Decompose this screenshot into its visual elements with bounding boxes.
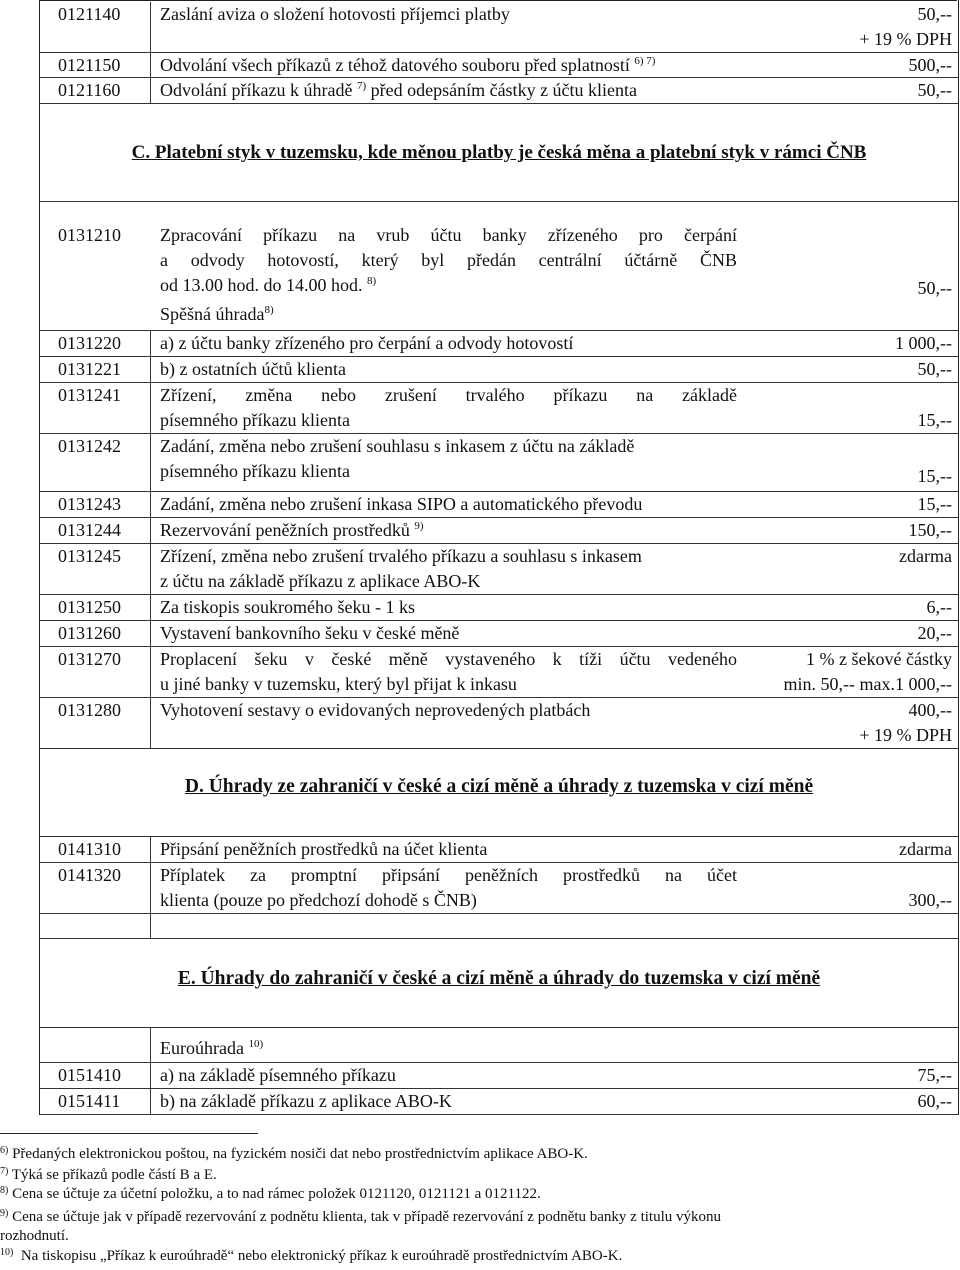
footnote-text: Na tiskopisu „Příkaz k euroúhradě“ nebo elektronický příkaz k euroúhradě prostřednictvím ABO-K.: [20, 1248, 623, 1264]
table-row: [40, 595, 958, 621]
footnote-ref: 10): [248, 1038, 264, 1050]
table-row: [40, 1063, 958, 1089]
footnote-number: 7): [0, 1166, 9, 1177]
footnote: [0, 1247, 622, 1265]
item-code: 0151410: [40, 1063, 151, 1088]
item-description: [152, 518, 424, 543]
desc-line: a odvody hotovostí, který byl předán centrální účtárně ČNB: [160, 250, 737, 270]
table-row: [40, 1089, 958, 1115]
item-fee-note: min. 50,-- max.1 000,--: [783, 674, 952, 694]
desc-line: klienta (pouze po předchozí dohodě s ČNB): [160, 890, 477, 910]
table-row: [40, 331, 958, 357]
footnote-text: Předaných elektronickou poštou, na fyzickém nosiči dat nebo prostřednictvím aplikace ABO-K.: [12, 1146, 588, 1162]
item-code: 0131221: [40, 357, 151, 382]
table-row: [40, 383, 958, 434]
item-description: Za tiskopis soukromého šeku - 1 ks: [160, 597, 415, 617]
table-row: [40, 225, 958, 301]
item-fee: 15,--: [917, 494, 952, 514]
item-description: [152, 223, 737, 298]
footnotes: [0, 1133, 960, 1270]
table-row: [40, 863, 958, 913]
item-fee: 500,--: [908, 55, 952, 75]
item-fee: zdarma: [899, 546, 952, 566]
section-heading-row: [40, 104, 958, 202]
footnote-continued: rozhodnutí.: [0, 1228, 69, 1244]
item-code: 0131243: [40, 492, 151, 517]
desc-line: písemného příkazu klienta: [160, 410, 350, 430]
item-fee: zdarma: [899, 839, 952, 859]
footnote-number: 8): [0, 1185, 9, 1196]
item-fee: 300,--: [908, 890, 952, 910]
footnote: [0, 1166, 217, 1184]
item-fee: 20,--: [917, 623, 952, 643]
desc-line: Proplacení šeku v české měně vystaveného k tíži účtu vedeného: [160, 649, 737, 669]
item-code: 0121140: [40, 2, 151, 54]
desc-line: Zřízení, změna nebo zrušení trvalého příkazu na základě: [160, 385, 737, 405]
item-description: a) z účtu banky zřízeného pro čerpání a odvody hotovostí: [160, 333, 574, 353]
desc-line: Zpracování příkazu na vrub účtu banky zřízeného pro čerpání: [160, 225, 737, 245]
label-text: Euroúhrada: [160, 1038, 244, 1058]
item-code: 0141320: [40, 863, 151, 913]
item-fee: 400,--: [908, 700, 952, 720]
table-row: [40, 78, 958, 104]
item-code: 0131280: [40, 698, 151, 748]
table-row: [40, 621, 958, 647]
item-fee: 150,--: [908, 520, 952, 540]
item-description: [152, 434, 737, 484]
item-description: Připsání peněžních prostředků na účet klienta: [160, 839, 488, 859]
table-row: [40, 698, 958, 749]
desc-text: Odvolání všech příkazů z téhož datového souboru před splatností: [160, 55, 630, 75]
item-description: b) na základě příkazu z aplikace ABO-K: [160, 1091, 452, 1111]
section-c-title: C. Platební styk v tuzemsku, kde měnou platby je česká měna a platební styk v rámci ČNB: [131, 142, 867, 163]
footnote-number: 10): [0, 1247, 14, 1258]
table-row: [40, 357, 958, 383]
desc-line: Příplatek za promptní připsání peněžních prostředků na účet: [160, 865, 737, 885]
section-d-title: D. Úhrady ze zahraničí v české a cizí měně a úhrady z tuzemska v cizí měně: [184, 776, 814, 797]
item-description: a) na základě písemného příkazu: [160, 1065, 396, 1085]
footnote-ref: 8): [264, 304, 274, 316]
footnote-text: Cena se účtuje jak v případě rezervování z podnětu klienta, tak v případě rezervování z podnětu banky z titulu výkonu: [12, 1209, 722, 1225]
footnote: [0, 1208, 721, 1226]
footnote-number: 6): [0, 1145, 9, 1156]
item-description: Zadání, změna nebo zrušení inkasa SIPO a automatického převodu: [160, 494, 643, 514]
footnote-separator: [0, 1133, 258, 1134]
table-top-border: [39, 0, 957, 1]
item-fee: 15,--: [917, 410, 952, 430]
section-e-title: E. Úhrady do zahraničí v české a cizí měně a úhrady do tuzemska v cizí měně: [177, 968, 821, 989]
item-code: 0131250: [40, 595, 151, 620]
desc-text: před odepsáním částky z účtu klienta: [370, 80, 638, 100]
desc-line: [160, 273, 737, 298]
item-code-empty: [40, 914, 151, 938]
item-fee: 50,--: [917, 4, 952, 24]
item-fee-note: + 19 % DPH: [859, 29, 952, 49]
footnote: [0, 1145, 588, 1163]
item-description: [152, 647, 737, 697]
desc-text: Odvolání příkazu k úhradě: [160, 80, 353, 100]
table-row: [40, 434, 958, 492]
item-code: 0141310: [40, 837, 151, 862]
item-description: Vystavení bankovního šeku v české měně: [160, 623, 460, 643]
footnote-text: Cena se účtuje za účetní položku, a to nad rámec položek 0121120, 0121121 a 0121122.: [12, 1186, 541, 1202]
desc-line: Zřízení, změna nebo zrušení trvalého příkazu a souhlasu s inkasem: [160, 546, 642, 566]
desc-line: Zadání, změna nebo zrušení souhlasu s inkasem z účtu na základě: [160, 436, 635, 456]
desc-line: u jiné banky v tuzemsku, který byl přijat k inkasu: [160, 674, 517, 694]
item-code: 0131241: [40, 383, 151, 433]
section-heading-row: [40, 749, 958, 837]
item-description: b) z ostatních účtů klienta: [160, 359, 346, 379]
desc-line: z účtu na základě příkazu z aplikace ABO-K: [160, 571, 481, 591]
item-code: 0131210: [58, 225, 121, 245]
item-fee-note: + 19 % DPH: [859, 725, 952, 745]
table-row: [40, 837, 958, 863]
desc-text: Rezervování peněžních prostředků: [160, 520, 410, 540]
table-row-empty: [40, 913, 958, 939]
item-fee: 60,--: [917, 1091, 952, 1111]
item-fee: 50,--: [917, 278, 952, 298]
item-code: 0131260: [40, 621, 151, 646]
item-fee: 75,--: [917, 1065, 952, 1085]
item-code: 0131270: [40, 647, 151, 697]
table-row: [40, 544, 958, 595]
item-description: [152, 383, 737, 433]
table-row: [40, 301, 958, 331]
desc-line: písemného příkazu klienta: [160, 461, 350, 481]
table-row: [40, 0, 958, 53]
table-row: [40, 492, 958, 518]
label-text: Spěšná úhrada: [160, 304, 265, 324]
footnote-ref: 6) 7): [634, 55, 656, 67]
item-description: Vyhotovení sestavy o evidovaných neprovedených platbách: [160, 700, 591, 720]
footnote-number: 9): [0, 1208, 9, 1219]
item-code: 0121160: [40, 78, 151, 103]
item-code: 0131244: [40, 518, 151, 543]
fee-table: [39, 0, 959, 1115]
item-code: 0131242: [40, 434, 151, 491]
desc-text: od 13.00 hod. do 14.00 hod.: [160, 275, 363, 295]
item-code: 0131245: [40, 544, 151, 594]
item-fee: 15,--: [917, 466, 952, 486]
item-description: [152, 53, 655, 78]
footnote-text: Týká se příkazů podle částí B a E.: [11, 1167, 217, 1183]
subheading-label: [152, 302, 274, 327]
item-description: [152, 544, 642, 594]
footnote-ref: 7): [356, 80, 367, 92]
subheading-label: [152, 1036, 263, 1061]
table-row: [40, 53, 958, 78]
item-code: 0131220: [40, 331, 151, 356]
table-row: [40, 1028, 958, 1063]
footnote-ref: 8): [367, 275, 377, 287]
item-description: [152, 863, 737, 913]
item-description: Zaslání aviza o složení hotovosti příjemci platby: [160, 4, 510, 24]
item-description: [152, 78, 637, 103]
item-code: 0121150: [40, 53, 151, 77]
item-fee: 6,--: [926, 597, 952, 617]
footnote-ref: 9): [414, 520, 424, 532]
item-code-empty: [40, 1028, 151, 1062]
footnote: [0, 1185, 541, 1203]
item-fee: 1 % z šekové částky: [806, 649, 952, 669]
item-fee: 1 000,--: [895, 333, 952, 353]
item-fee: 50,--: [917, 359, 952, 379]
item-code: 0151411: [40, 1089, 151, 1114]
table-row: [40, 518, 958, 544]
item-fee: 50,--: [917, 80, 952, 100]
section-heading-row: [40, 939, 958, 1028]
table-row: [40, 647, 958, 698]
